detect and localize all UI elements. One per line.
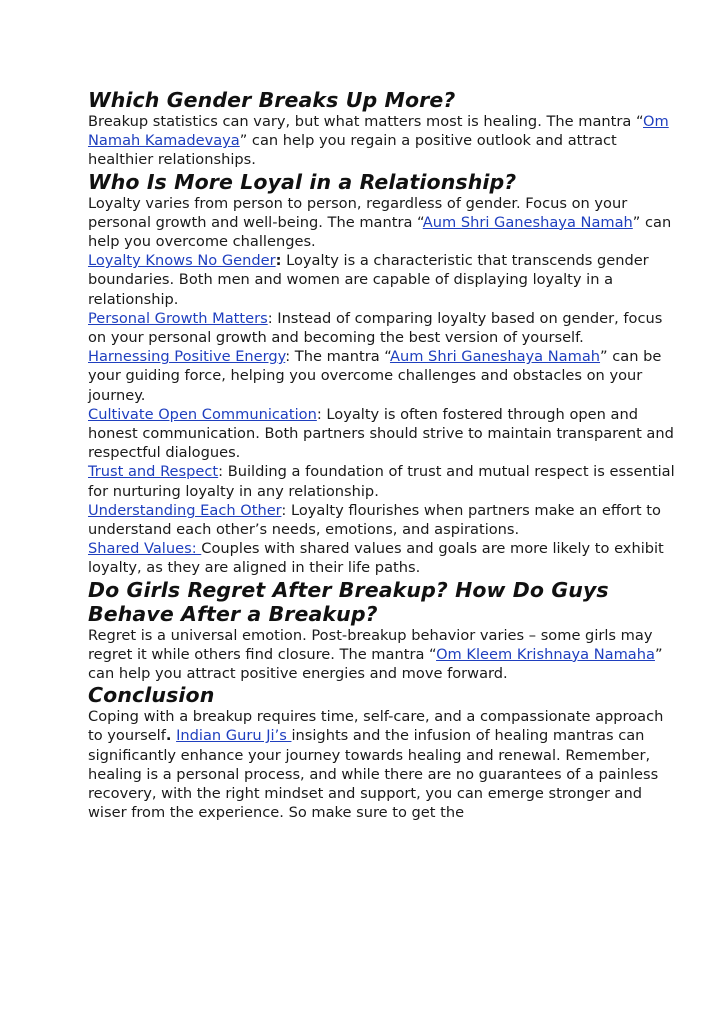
text: . [165, 727, 172, 745]
list-item-open-communication [88, 405, 680, 463]
text: Loyalty is a characteristic that transcends gender boundaries. Both men and women are capable of displaying loyalty in a relationship. [88, 252, 649, 308]
link-aum-shri-ganeshaya-namah-2[interactable]: Aum Shri Ganeshaya Namah [389, 348, 601, 366]
list-item-shared-values [88, 539, 680, 577]
text: : Instead of comparing loyalty based on gender, focus on your personal growth and becoming the best version of yourself. [88, 309, 663, 347]
text: : [275, 252, 282, 270]
text: : The mantra “ [285, 348, 390, 366]
link-harnessing-positive-energy[interactable]: Harnessing Positive Energy [88, 348, 286, 366]
heading-who-is-more-loyal: Who Is More Loyal in a Relationship? [88, 169, 517, 194]
heading-do-girls-regret: Do Girls Regret After Breakup? How Do Guys Behave After a Breakup? [88, 577, 609, 626]
link-cultivate-open-communication[interactable]: Cultivate Open Communication [88, 405, 317, 423]
text: Loyalty varies from person to person, regardless of gender. Focus on your personal growth and well-being. The mantra “ [88, 194, 628, 231]
link-trust-and-respect[interactable]: Trust and Respect [88, 463, 219, 481]
text: : Building a foundation of trust and mutual respect is essential for nurturing loyalty in any relationship. [88, 463, 675, 500]
text: ” can help you overcome challenges. [88, 213, 672, 251]
paragraph-conclusion [88, 707, 680, 822]
link-understanding-each-other[interactable]: Understanding Each Other [88, 501, 282, 519]
paragraph-breakup-stats [88, 112, 680, 170]
list-item-positive-energy [88, 347, 680, 405]
list-item-understanding [88, 501, 680, 539]
text: Coping with a breakup requires time, self-care, and a compassionate approach to yourself [88, 708, 664, 745]
text: Regret is a universal emotion. Post-breakup behavior varies – some girls may regret it while others find closure. The mantra “ [88, 626, 653, 663]
link-om-kleem-krishnaya-namaha[interactable]: Om Kleem Krishnaya Namaha [436, 645, 655, 663]
heading-which-gender: Which Gender Breaks Up More? [88, 88, 456, 112]
link-aum-shri-ganeshaya-namah[interactable]: Aum Shri Ganeshaya Namah [422, 213, 633, 231]
text: ” can be your guiding force, helping you overcome challenges and obstacles on your journey. [88, 348, 662, 404]
heading-conclusion: Conclusion [88, 683, 215, 708]
text: ” can help you regain a positive outlook and attract healthier relationships. [88, 132, 617, 169]
text: : Loyalty is often fostered through open and honest communication. Both partners should strive to maintain transparent and respectful dialogues. [88, 405, 674, 462]
paragraph-loyalty-varies [88, 194, 680, 252]
text: ” can help you attract positive energies and move forward. [88, 645, 663, 683]
list-item-loyalty-knows-no-gender [88, 251, 680, 309]
list-item-personal-growth [88, 309, 680, 347]
link-loyalty-knows-no-gender[interactable]: Loyalty Knows No Gender [88, 252, 276, 270]
link-personal-growth-matters[interactable]: Personal Growth Matters [88, 309, 268, 327]
link-indian-guru-ji[interactable]: Indian Guru Ji’s [176, 727, 292, 745]
text: Couples with shared values and goals are more likely to exhibit loyalty, as they are aligned in their life paths. [88, 540, 664, 577]
paragraph-regret [88, 626, 680, 684]
text: : Loyalty flourishes when partners make an effort to understand each other’s needs, emotions, and aspirations. [88, 501, 661, 539]
text: insights and the infusion of healing mantras can significantly enhance your journey towards healing and renewal. Remember, healing is a personal process, and while there are no guarantees of a painless recovery, with the right mindset and support, you can emerge stronger and wiser from the experience. So make sure to get the [88, 727, 659, 822]
link-om-namah-kamadevaya[interactable]: Om Namah Kamadevaya [88, 113, 669, 150]
link-shared-values[interactable]: Shared Values: [88, 540, 202, 558]
list-item-trust-respect [88, 462, 680, 500]
text: Breakup statistics can vary, but what matters most is healing. The mantra “ [88, 113, 644, 130]
